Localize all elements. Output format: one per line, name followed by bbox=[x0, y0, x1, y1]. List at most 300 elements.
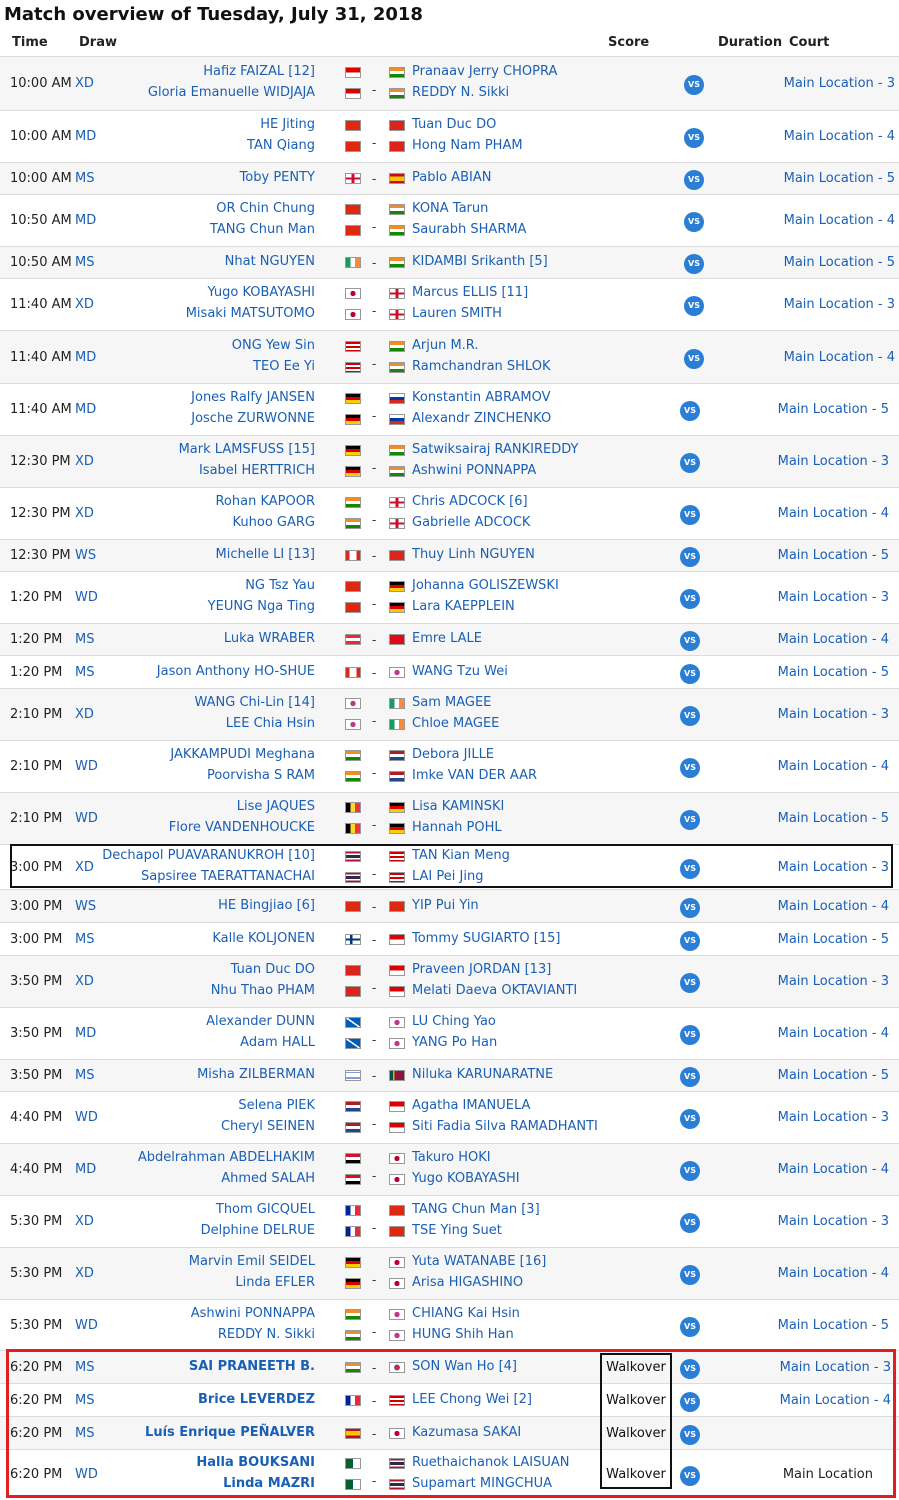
draw-link[interactable]: WD bbox=[75, 759, 98, 774]
vs-icon[interactable]: VS bbox=[680, 1109, 700, 1129]
court-link[interactable]: Main Location - 3 bbox=[783, 297, 895, 312]
player-link[interactable]: Emre LALE bbox=[412, 631, 482, 646]
right-player-cell bbox=[389, 1202, 689, 1220]
player-link[interactable]: YEUNG Nga Ting bbox=[207, 599, 315, 614]
vs-icon[interactable]: VS bbox=[680, 589, 700, 609]
left-player-cell bbox=[0, 1254, 340, 1272]
player-link[interactable]: HUNG Shih Han bbox=[412, 1326, 514, 1342]
player-link[interactable]: Satwiksairaj RANKIREDDY bbox=[412, 442, 579, 457]
vs-icon[interactable]: VS bbox=[680, 1317, 700, 1337]
player-link[interactable]: Yugo KOBAYASHI bbox=[207, 285, 315, 300]
match-row bbox=[0, 623, 899, 655]
court-link[interactable]: Main Location - 4 bbox=[777, 506, 889, 521]
court-link[interactable]: Main Location - 3 bbox=[783, 76, 895, 91]
player-link[interactable]: Adam HALL bbox=[240, 1035, 315, 1050]
player-link[interactable]: Poorvisha S RAM bbox=[206, 768, 315, 783]
china-flag-icon bbox=[345, 141, 361, 152]
player-link[interactable]: Thom GICQUEL bbox=[215, 1202, 315, 1217]
player-link[interactable]: Pablo ABIAN bbox=[412, 170, 492, 185]
court-link[interactable]: Main Location - 4 bbox=[783, 349, 895, 365]
versus-dash: - bbox=[372, 219, 377, 234]
draw-link[interactable]: MS bbox=[75, 632, 95, 647]
player-link[interactable]: Supamart MINGCHUA bbox=[412, 1476, 553, 1491]
player-link[interactable]: Toby PENTY bbox=[239, 170, 315, 185]
player-link[interactable]: Saurabh SHARMA bbox=[412, 222, 527, 237]
vs-icon[interactable]: VS bbox=[680, 859, 700, 879]
header-duration: Duration bbox=[718, 35, 783, 50]
court-link[interactable]: Main Location - 4 bbox=[777, 1026, 889, 1041]
player-link[interactable]: WANG Tzu Wei bbox=[412, 663, 508, 679]
player-link[interactable]: Gloria Emanuelle WIDJAJA bbox=[147, 85, 315, 100]
player-link[interactable]: YIP Pui Yin bbox=[412, 897, 479, 913]
match-time: 3:00 PM bbox=[10, 931, 63, 947]
player-link[interactable]: Nhat NGUYEN bbox=[224, 254, 315, 269]
vs-icon[interactable]: VS bbox=[680, 631, 700, 651]
germany-flag-icon bbox=[345, 466, 361, 477]
vs-icon[interactable]: VS bbox=[680, 1161, 700, 1181]
court-link[interactable]: Main Location - 3 bbox=[777, 974, 889, 989]
player-link[interactable]: KONA Tarun bbox=[412, 201, 489, 216]
player-link[interactable]: TAN Qiang bbox=[247, 138, 315, 153]
germany-flag-icon bbox=[389, 802, 405, 813]
draw-link[interactable]: XD bbox=[75, 454, 94, 469]
scotland-flag-icon bbox=[345, 1017, 361, 1028]
court-label: Main Location bbox=[782, 1467, 873, 1482]
draw-link[interactable]: XD bbox=[75, 1214, 94, 1229]
right-player-cell bbox=[389, 547, 689, 565]
right-player-cell bbox=[389, 285, 689, 303]
court-link[interactable]: Main Location - 4 bbox=[783, 129, 895, 144]
player-link[interactable]: Lise JAQUES bbox=[236, 799, 315, 814]
court-link[interactable]: Main Location - 3 bbox=[777, 1110, 889, 1125]
chinese-taipei-flag-icon bbox=[345, 698, 361, 709]
player-link[interactable]: Rohan KAPOOR bbox=[215, 494, 315, 509]
versus-dash: - bbox=[372, 408, 377, 423]
match-row bbox=[0, 162, 899, 194]
player-link[interactable]: Halla BOUKSANI bbox=[196, 1455, 315, 1470]
japan-flag-icon bbox=[389, 1278, 405, 1289]
player-link[interactable]: Johanna GOLISZEWSKI bbox=[412, 578, 559, 593]
draw-link[interactable]: MS bbox=[75, 1359, 95, 1375]
player-link[interactable]: Debora JILLE bbox=[412, 747, 495, 762]
versus-dash: - bbox=[372, 596, 377, 611]
player-link[interactable]: TANG Chun Man [3] bbox=[412, 1202, 540, 1217]
player-link[interactable]: NG Tsz Yau bbox=[245, 578, 315, 593]
player-link[interactable]: Tuan Duc DO bbox=[230, 962, 315, 977]
player-link[interactable]: Hafiz FAIZAL [12] bbox=[203, 64, 315, 79]
player-link[interactable]: Imke VAN DER AAR bbox=[412, 768, 538, 783]
player-link[interactable]: LAI Pei Jing bbox=[412, 868, 484, 884]
court-link[interactable]: Main Location - 5 bbox=[783, 255, 895, 270]
player-link[interactable]: Hannah POHL bbox=[412, 820, 502, 835]
player-link[interactable]: Ruethaichanok LAISUAN bbox=[412, 1455, 570, 1470]
player-link[interactable]: Lauren SMITH bbox=[412, 306, 502, 321]
versus-dash: - bbox=[372, 171, 377, 186]
player-link[interactable]: Yugo KOBAYASHI bbox=[412, 1171, 520, 1186]
india-flag-icon bbox=[389, 88, 405, 99]
player-link[interactable]: Takuro HOKI bbox=[412, 1150, 491, 1165]
draw-link[interactable]: MS bbox=[75, 1425, 95, 1441]
hong-kong-flag-icon bbox=[389, 901, 405, 912]
vs-icon[interactable]: VS bbox=[680, 1392, 700, 1412]
austria-flag-icon bbox=[345, 634, 361, 645]
match-time: 5:30 PM bbox=[10, 1266, 63, 1281]
player-link[interactable]: Yuta WATANABE [16] bbox=[412, 1254, 547, 1269]
netherlands-flag-icon bbox=[345, 1122, 361, 1133]
vs-icon[interactable]: VS bbox=[684, 349, 704, 369]
match-row bbox=[0, 655, 899, 688]
draw-link[interactable]: WS bbox=[75, 898, 97, 914]
draw-link[interactable]: MS bbox=[75, 1068, 95, 1083]
right-player-cell bbox=[389, 306, 689, 324]
japan-flag-icon bbox=[389, 1153, 405, 1164]
player-link[interactable]: Lisa KAMINSKI bbox=[412, 799, 505, 814]
match-row bbox=[0, 330, 899, 383]
court-link[interactable]: Main Location - 3 bbox=[777, 454, 889, 469]
court-link[interactable]: Main Location - 4 bbox=[777, 898, 889, 914]
match-time: 12:30 PM bbox=[10, 548, 71, 563]
player-link[interactable]: Arjun M.R. bbox=[412, 337, 479, 353]
right-player-cell bbox=[389, 1067, 689, 1085]
vs-icon[interactable]: VS bbox=[684, 128, 704, 148]
vs-icon[interactable]: VS bbox=[680, 1067, 700, 1087]
player-link[interactable]: Ashwini PONNAPPA bbox=[190, 1305, 315, 1321]
player-link[interactable]: Sapsiree TAERATTANACHAI bbox=[141, 868, 315, 884]
indonesia-flag-icon bbox=[345, 88, 361, 99]
player-link[interactable]: SON Wan Ho [4] bbox=[412, 1358, 517, 1374]
player-link[interactable]: Flore VANDENHOUCKE bbox=[168, 820, 315, 835]
court-link[interactable]: Main Location - 4 bbox=[783, 213, 895, 228]
draw-link[interactable]: MD bbox=[75, 213, 97, 228]
player-link[interactable]: Alexandr ZINCHENKO bbox=[412, 411, 552, 426]
player-link[interactable]: Chloe MAGEE bbox=[412, 716, 500, 731]
draw-link[interactable]: XD bbox=[75, 76, 94, 91]
india-flag-icon bbox=[345, 1309, 361, 1320]
player-link[interactable]: Melati Daeva OKTAVIANTI bbox=[412, 983, 578, 998]
court-link[interactable]: Main Location - 3 bbox=[779, 1359, 891, 1375]
player-link[interactable]: YANG Po Han bbox=[412, 1035, 498, 1050]
left-player-cell bbox=[0, 338, 340, 356]
walkover-highlight-box bbox=[6, 1349, 896, 1498]
vs-icon[interactable]: VS bbox=[684, 75, 704, 95]
player-link[interactable]: Tommy SUGIARTO [15] bbox=[412, 930, 561, 946]
player-link[interactable]: Misaki MATSUTOMO bbox=[185, 306, 315, 321]
left-player-cell bbox=[0, 463, 340, 481]
germany-flag-icon bbox=[345, 445, 361, 456]
match-time: 10:00 AM bbox=[10, 76, 72, 91]
player-link[interactable]: TSE Ying Suet bbox=[412, 1223, 502, 1238]
vs-icon[interactable]: VS bbox=[680, 810, 700, 830]
court-link[interactable]: Main Location - 5 bbox=[777, 811, 889, 826]
draw-link[interactable]: WS bbox=[75, 548, 97, 563]
player-link[interactable]: Jason Anthony HO-SHUE bbox=[156, 663, 315, 679]
vs-icon[interactable]: VS bbox=[684, 296, 704, 316]
match-time: 1:20 PM bbox=[10, 632, 63, 647]
player-link[interactable]: Kazumasa SAKAI bbox=[412, 1424, 522, 1440]
right-player-cell bbox=[389, 799, 689, 817]
player-link[interactable]: Kalle KOLJONEN bbox=[212, 930, 315, 946]
score-walkover: Walkover bbox=[606, 1425, 666, 1441]
court-link[interactable]: Main Location - 5 bbox=[777, 664, 889, 680]
player-link[interactable]: Pranaav Jerry CHOPRA bbox=[412, 64, 558, 79]
right-player-cell bbox=[389, 359, 689, 377]
player-link[interactable]: Sam MAGEE bbox=[412, 695, 492, 710]
vs-icon[interactable]: VS bbox=[680, 758, 700, 778]
court-link[interactable]: Main Location - 5 bbox=[777, 402, 889, 417]
player-link[interactable]: SAI PRANEETH B. bbox=[188, 1358, 315, 1374]
player-link[interactable]: HE Jiting bbox=[260, 117, 315, 132]
score-walkover: Walkover bbox=[606, 1359, 666, 1375]
left-player-cell bbox=[0, 1171, 340, 1189]
draw-link[interactable]: MD bbox=[75, 349, 97, 365]
player-link[interactable]: JAKKAMPUDI Meghana bbox=[170, 747, 315, 762]
player-link[interactable]: Michelle LI [13] bbox=[215, 547, 315, 562]
player-link[interactable]: HE Bingjiao [6] bbox=[218, 897, 315, 913]
japan-flag-icon bbox=[345, 288, 361, 299]
player-link[interactable]: Alexander DUNN bbox=[206, 1014, 315, 1029]
match-time: 12:30 PM bbox=[10, 454, 71, 469]
player-link[interactable]: Josche ZURWONNE bbox=[191, 411, 315, 426]
player-link[interactable]: Abdelrahman ABDELHAKIM bbox=[137, 1150, 315, 1165]
court-link[interactable]: Main Location - 5 bbox=[777, 931, 889, 947]
draw-link[interactable]: MS bbox=[75, 255, 95, 270]
right-player-cell bbox=[389, 962, 689, 980]
player-link[interactable]: ONG Yew Sin bbox=[231, 337, 315, 353]
hong-kong-flag-icon bbox=[389, 1205, 405, 1216]
player-link[interactable]: WANG Chi-Lin [14] bbox=[194, 695, 315, 710]
player-link[interactable]: LU Ching Yao bbox=[412, 1014, 496, 1029]
vs-icon[interactable]: VS bbox=[680, 931, 700, 951]
court-link[interactable]: Main Location - 4 bbox=[777, 759, 889, 774]
right-player-cell bbox=[389, 85, 689, 103]
match-time: 11:40 AM bbox=[10, 297, 72, 312]
draw-link[interactable]: WD bbox=[75, 1467, 98, 1482]
player-link[interactable]: Marcus ELLIS [11] bbox=[412, 285, 529, 300]
india-flag-icon bbox=[389, 466, 405, 477]
player-link[interactable]: KIDAMBI Srikanth [5] bbox=[412, 254, 548, 269]
vs-icon[interactable]: VS bbox=[680, 973, 700, 993]
draw-link[interactable]: MD bbox=[75, 1162, 97, 1177]
right-player-cell bbox=[389, 983, 689, 1001]
left-player-cell bbox=[0, 631, 340, 649]
right-player-cell bbox=[389, 1254, 689, 1272]
vs-icon[interactable]: VS bbox=[680, 1025, 700, 1045]
vs-icon[interactable]: VS bbox=[680, 706, 700, 726]
right-player-cell bbox=[389, 463, 689, 481]
player-link[interactable]: OR Chin Chung bbox=[216, 201, 315, 216]
draw-link[interactable]: MS bbox=[75, 664, 95, 680]
player-link[interactable]: TEO Ee Yi bbox=[253, 358, 315, 374]
turkey-flag-icon bbox=[389, 634, 405, 645]
chinese-taipei-flag-icon bbox=[389, 1330, 405, 1341]
score-walkover: Walkover bbox=[606, 1392, 666, 1408]
player-link[interactable]: Misha ZILBERMAN bbox=[197, 1067, 315, 1082]
player-link[interactable]: REDDY N. Sikki bbox=[217, 1326, 315, 1342]
versus-dash: - bbox=[372, 1323, 377, 1339]
court-link[interactable]: Main Location - 3 bbox=[777, 707, 889, 722]
player-link[interactable]: Gabrielle ADCOCK bbox=[412, 515, 531, 530]
vs-icon[interactable]: VS bbox=[680, 505, 700, 525]
player-link[interactable]: Mark LAMSFUSS [15] bbox=[178, 442, 315, 457]
match-row bbox=[0, 1091, 899, 1143]
court-link[interactable]: Main Location - 5 bbox=[777, 1317, 889, 1333]
vs-icon[interactable]: VS bbox=[680, 453, 700, 473]
player-link[interactable]: Arisa HIGASHINO bbox=[412, 1275, 524, 1290]
header-score: Score bbox=[608, 35, 650, 50]
player-link[interactable]: Linda MAZRI bbox=[223, 1476, 315, 1491]
court-link[interactable]: Main Location - 3 bbox=[777, 1214, 889, 1229]
malaysia-flag-icon bbox=[345, 362, 361, 373]
player-link[interactable]: Dechapol PUAVARANUKROH [10] bbox=[102, 847, 315, 863]
match-row bbox=[0, 688, 899, 740]
player-link[interactable]: Thuy Linh NGUYEN bbox=[412, 547, 535, 562]
match-time: 5:30 PM bbox=[10, 1214, 63, 1229]
versus-dash: - bbox=[372, 82, 377, 97]
right-player-cell bbox=[389, 1223, 689, 1241]
draw-link[interactable]: MD bbox=[75, 129, 97, 144]
hong-kong-flag-icon bbox=[345, 225, 361, 236]
court-link[interactable]: Main Location - 5 bbox=[777, 548, 889, 563]
draw-link[interactable]: XD bbox=[75, 506, 94, 521]
right-player-cell bbox=[389, 578, 689, 596]
right-player-cell bbox=[389, 747, 689, 765]
player-link[interactable]: Hong Nam PHAM bbox=[412, 138, 523, 153]
versus-dash: - bbox=[372, 898, 377, 914]
player-link[interactable]: LEE Chong Wei [2] bbox=[412, 1391, 532, 1407]
vs-icon[interactable]: VS bbox=[680, 547, 700, 567]
vs-icon[interactable]: VS bbox=[684, 254, 704, 274]
chinese-taipei-flag-icon bbox=[389, 1017, 405, 1028]
player-link[interactable]: TAN Kian Meng bbox=[412, 847, 510, 863]
player-link[interactable]: Ashwini PONNAPPA bbox=[412, 463, 537, 478]
draw-link[interactable]: MS bbox=[75, 931, 95, 947]
canada-flag-icon bbox=[345, 667, 361, 678]
player-link[interactable]: Lara KAEPPLEIN bbox=[412, 599, 515, 614]
match-row bbox=[0, 278, 899, 330]
court-link[interactable]: Main Location - 4 bbox=[779, 1392, 891, 1408]
match-row bbox=[0, 1143, 899, 1195]
court-link[interactable]: Main Location - 3 bbox=[777, 590, 889, 605]
court-link[interactable]: Main Location - 3 bbox=[777, 859, 889, 875]
player-link[interactable]: Siti Fadia Silva RAMADHANTI bbox=[412, 1119, 598, 1134]
player-link[interactable]: Luís Enrique PEÑALVER bbox=[145, 1424, 315, 1440]
right-player-cell bbox=[389, 820, 689, 838]
match-row bbox=[0, 1247, 899, 1299]
player-link[interactable]: Selena PIEK bbox=[238, 1098, 315, 1113]
draw-link[interactable]: MD bbox=[75, 402, 97, 417]
versus-dash: - bbox=[372, 1220, 377, 1235]
vs-icon[interactable]: VS bbox=[680, 1265, 700, 1285]
vs-icon[interactable]: VS bbox=[680, 1425, 700, 1445]
draw-link[interactable]: MS bbox=[75, 1392, 95, 1408]
player-link[interactable]: Agatha IMANUELA bbox=[412, 1098, 531, 1113]
player-link[interactable]: Kuhoo GARG bbox=[232, 515, 315, 530]
player-link[interactable]: Ramchandran SHLOK bbox=[412, 358, 551, 374]
draw-link[interactable]: XD bbox=[75, 859, 94, 875]
player-link[interactable]: REDDY N. Sikki bbox=[412, 85, 510, 100]
player-link[interactable]: Brice LEVERDEZ bbox=[197, 1391, 315, 1407]
player-link[interactable]: Jones Ralfy JANSEN bbox=[191, 390, 315, 405]
match-time: 1:20 PM bbox=[10, 590, 63, 605]
draw-link[interactable]: MD bbox=[75, 1026, 97, 1041]
court-link[interactable]: Main Location - 4 bbox=[777, 1162, 889, 1177]
vs-icon[interactable]: VS bbox=[680, 1213, 700, 1233]
versus-dash: - bbox=[372, 1473, 377, 1488]
vs-icon[interactable]: VS bbox=[680, 898, 700, 918]
match-time: 2:10 PM bbox=[10, 707, 63, 722]
match-time: 11:40 AM bbox=[10, 349, 72, 365]
player-link[interactable]: Tuan Duc DO bbox=[412, 117, 497, 132]
china-flag-icon bbox=[345, 120, 361, 131]
court-link[interactable]: Main Location - 5 bbox=[783, 171, 895, 186]
india-flag-icon bbox=[389, 445, 405, 456]
vs-icon[interactable]: VS bbox=[684, 170, 704, 190]
left-player-cell bbox=[0, 1150, 340, 1168]
right-player-cell bbox=[389, 515, 689, 533]
germany-flag-icon bbox=[345, 1278, 361, 1289]
court-link[interactable]: Main Location - 4 bbox=[777, 1266, 889, 1281]
england-flag-icon bbox=[389, 309, 405, 320]
indonesia-flag-icon bbox=[389, 986, 405, 997]
draw-link[interactable]: XD bbox=[75, 297, 94, 312]
draw-link[interactable]: XD bbox=[75, 1266, 94, 1281]
court-link[interactable]: Main Location - 4 bbox=[777, 632, 889, 647]
draw-link[interactable]: WD bbox=[75, 811, 98, 826]
player-link[interactable]: TANG Chun Man bbox=[209, 222, 315, 237]
player-link[interactable]: Praveen JORDAN [13] bbox=[412, 962, 552, 977]
player-link[interactable]: Ahmed SALAH bbox=[221, 1171, 315, 1186]
right-player-cell bbox=[389, 1306, 689, 1324]
versus-dash: - bbox=[372, 135, 377, 150]
draw-link[interactable]: WD bbox=[75, 1110, 98, 1125]
player-link[interactable]: Marvin Emil SEIDEL bbox=[188, 1254, 315, 1269]
player-link[interactable]: Linda EFLER bbox=[235, 1275, 315, 1290]
player-link[interactable]: CHIANG Kai Hsin bbox=[412, 1305, 520, 1321]
match-time: 10:00 AM bbox=[10, 129, 72, 144]
vs-icon[interactable]: VS bbox=[680, 664, 700, 684]
player-link[interactable]: Nhu Thao PHAM bbox=[210, 983, 315, 998]
draw-link[interactable]: MS bbox=[75, 171, 95, 186]
player-link[interactable]: Konstantin ABRAMOV bbox=[412, 390, 551, 405]
player-link[interactable]: Luka WRABER bbox=[223, 631, 315, 646]
left-player-cell bbox=[0, 64, 340, 82]
player-link[interactable]: LEE Chia Hsin bbox=[225, 716, 315, 731]
germany-flag-icon bbox=[389, 823, 405, 834]
match-time: 1:20 PM bbox=[10, 664, 63, 680]
draw-link[interactable]: WD bbox=[75, 590, 98, 605]
match-row bbox=[0, 246, 899, 278]
vs-icon[interactable]: VS bbox=[680, 1359, 700, 1379]
draw-link[interactable]: WD bbox=[75, 1317, 98, 1333]
player-link[interactable]: Chris ADCOCK [6] bbox=[412, 494, 528, 509]
player-link[interactable]: Niluka KARUNARATNE bbox=[412, 1067, 554, 1082]
vs-icon[interactable]: VS bbox=[680, 1466, 700, 1486]
draw-link[interactable]: XD bbox=[75, 707, 94, 722]
sri-lanka-flag-icon bbox=[389, 1070, 405, 1081]
court-link[interactable]: Main Location - 5 bbox=[777, 1068, 889, 1083]
player-link[interactable]: Delphine DELRUE bbox=[200, 1223, 315, 1238]
left-player-cell bbox=[0, 515, 340, 533]
vs-icon[interactable]: VS bbox=[680, 401, 700, 421]
draw-link[interactable]: XD bbox=[75, 974, 94, 989]
vs-icon[interactable]: VS bbox=[684, 212, 704, 232]
left-player-cell bbox=[0, 170, 340, 188]
player-link[interactable]: Cheryl SEINEN bbox=[220, 1119, 315, 1134]
left-player-cell bbox=[0, 983, 340, 1001]
chinese-taipei-flag-icon bbox=[389, 667, 405, 678]
player-link[interactable]: Isabel HERTTRICH bbox=[198, 463, 315, 478]
match-row bbox=[0, 955, 899, 1007]
